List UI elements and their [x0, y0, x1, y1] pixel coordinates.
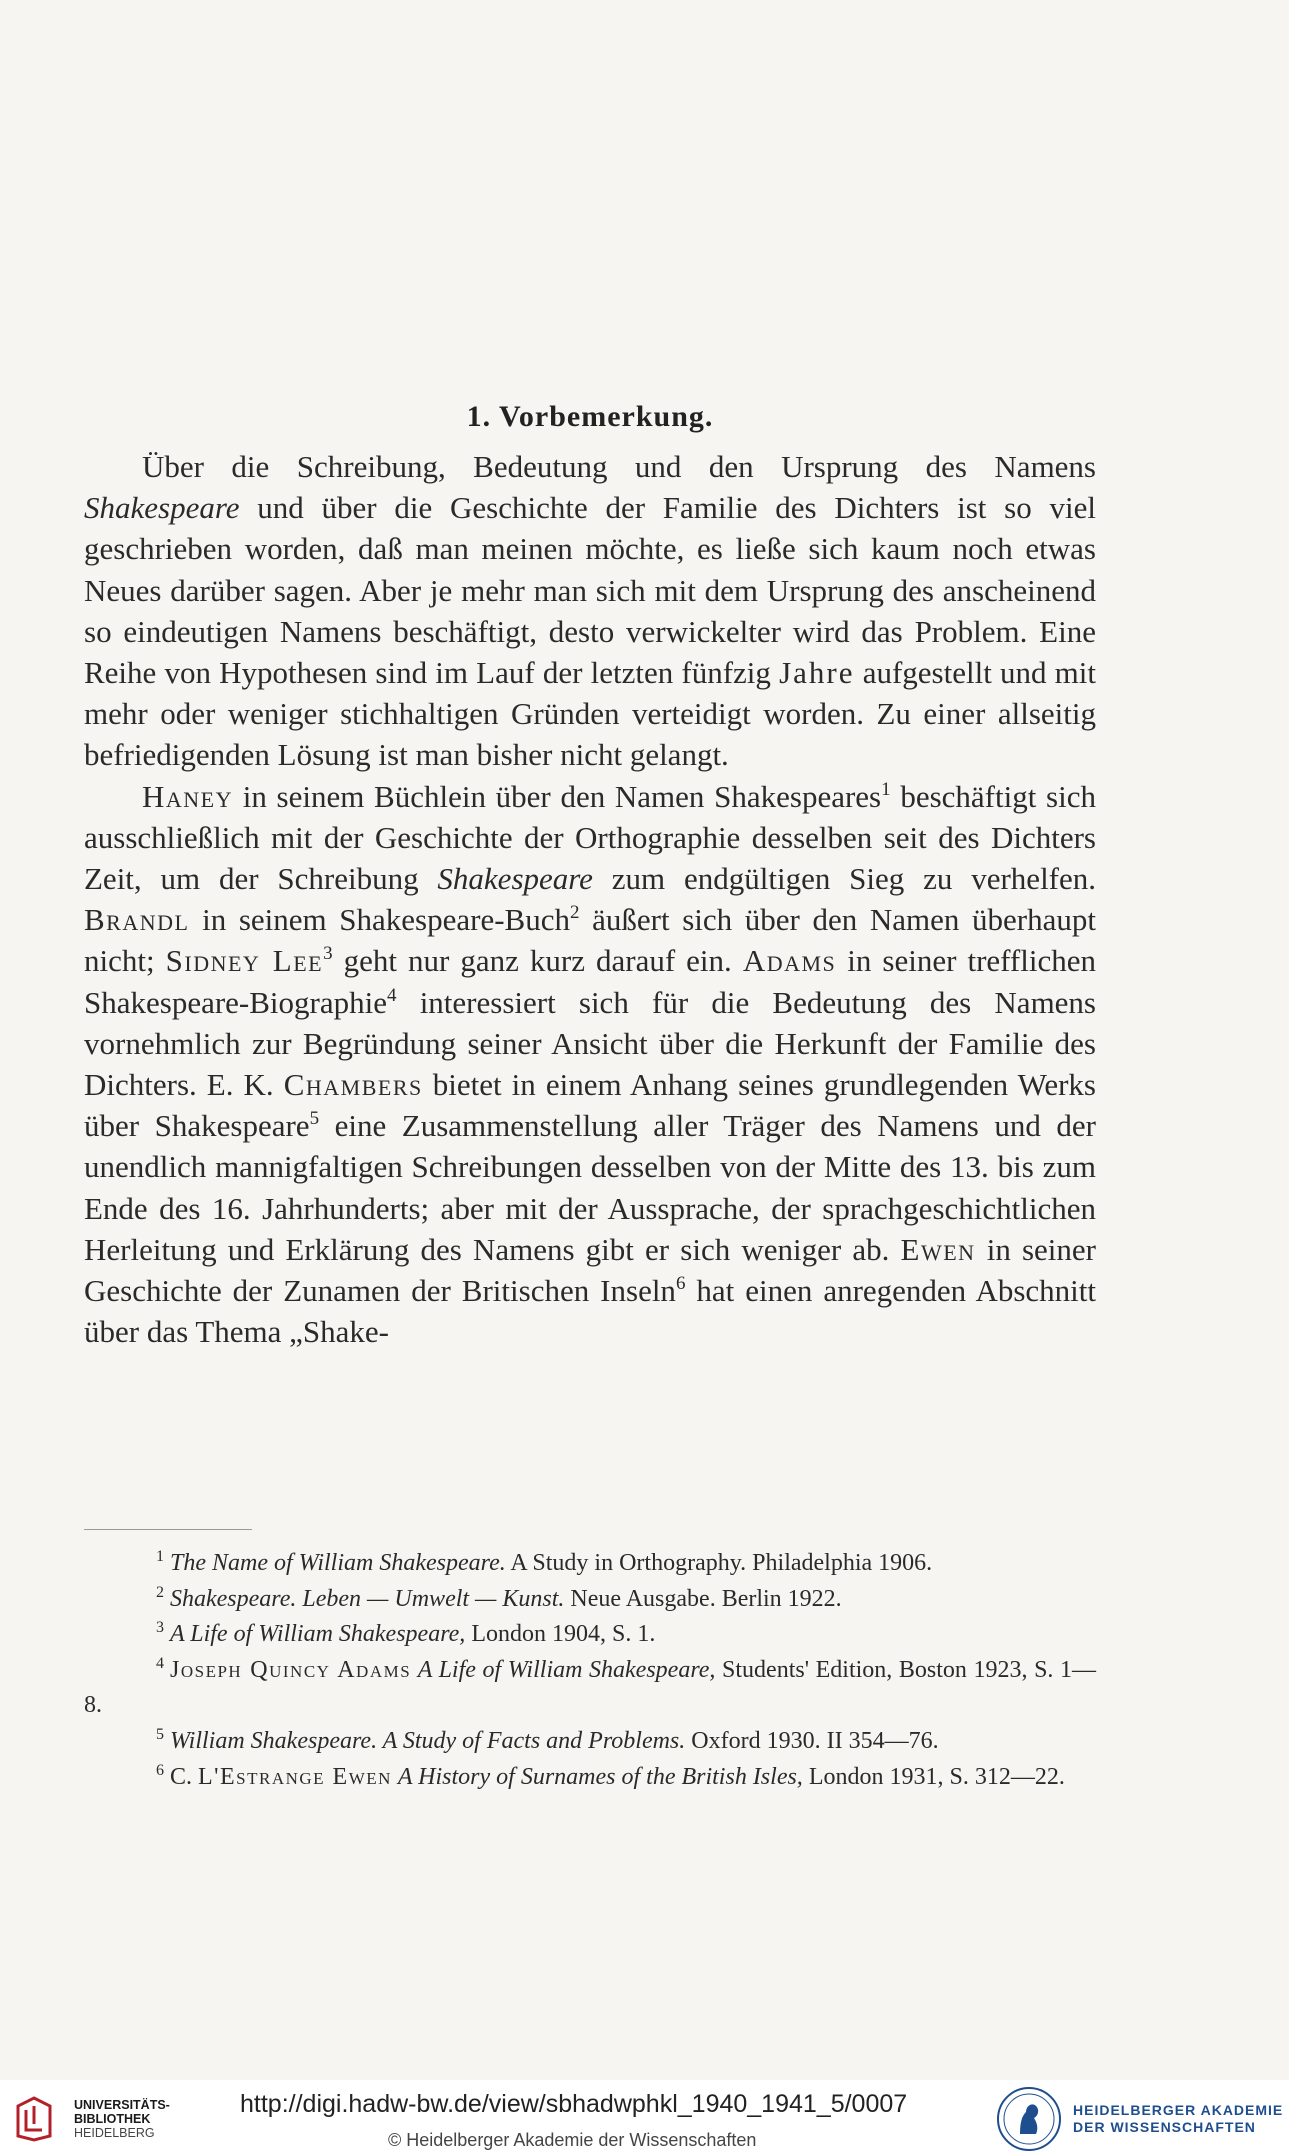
footnote-rest: A Study in Orthography. Philadelphia 1906. [505, 1550, 933, 1576]
footnote-ref-1: 1 [881, 778, 891, 800]
footer-bar [0, 2080, 1289, 2156]
footnote-ref-2: 2 [569, 902, 580, 924]
footnote-author: L'Estrange Ewen [198, 1763, 392, 1790]
footnote-title: A Life of William Shakespeare, [417, 1656, 716, 1683]
p2-t4: in seinem Shakespeare-Buch [189, 902, 570, 938]
p1-jahre: Jahre [779, 655, 855, 691]
footnote-rest: London 1904, S. 1. [465, 1621, 656, 1648]
footnote-2 [84, 1582, 1096, 1618]
footnote-number: 2 [156, 1583, 164, 1601]
footnote-number: 6 [156, 1761, 164, 1779]
footnote-rest: Neue Ausgabe. Berlin 1922. [564, 1585, 842, 1612]
academy-name [1073, 2102, 1283, 2136]
p2-t6: geht nur ganz kurz darauf ein. [332, 943, 743, 979]
author-adams: Adams [742, 943, 837, 979]
p2-t7: in seiner trefflichen Shakespeare-Biographie [84, 943, 1096, 1020]
author-haney: Haney [142, 778, 233, 814]
footnote-title: William Shakespeare. A Study of Facts and Problems. [170, 1727, 686, 1754]
footnote-6 [84, 1760, 1096, 1796]
p2-t5: äußert sich über den Namen überhaupt nicht; [84, 902, 1096, 979]
p1-text-a: Über die Schreibung, Bedeutung und den Ursprung des Namens [142, 449, 1096, 484]
footnote-title: A History of Surnames of the British Isles, [397, 1763, 803, 1790]
author-ewen: Ewen [900, 1231, 976, 1267]
p1-text-c: und über die Geschichte der Familie des Dichters ist so viel geschrieben worden, daß man meinen möchte, es ließe sich kaum noch etwas Neues darüber sagen. Aber je mehr man sich mit dem Ursprung des anscheinend so eindeutigen Namens beschäftigt, desto verwickelter wird das Problem. Eine Reihe von Hypothesen sind im Lauf der letzten fünfzig [84, 490, 1096, 691]
footnote-number: 3 [156, 1619, 164, 1637]
author-brandl: Brandl [84, 902, 190, 938]
footnote-divider [84, 1529, 252, 1530]
footnote-number: 5 [156, 1725, 164, 1743]
footnote-number: 4 [156, 1654, 164, 1672]
footnote-title: A Life of William Shakespeare, [170, 1621, 466, 1648]
footnote-title: Shakespeare. Leben — Umwelt — Kunst. [170, 1585, 565, 1612]
ub-line-1: UNIVERSITÄTS- [74, 2098, 170, 2112]
p2-t8: interessiert sich für die Bedeutung des Namens vornehmlich zur Begründung seiner Ansicht über die Herkunft der Familie des Dichters. E. K. [84, 984, 1096, 1103]
p2-t3: zum endgültigen Sieg zu verhelfen. [592, 861, 1097, 897]
footnote-number: 1 [156, 1548, 164, 1565]
p1-text-e: aufgestellt und mit mehr oder weniger stichhaltigen Gründen verteidigt worden. Zu einer allseitig befriedigenden Lösung ist man bisher nicht gelangt. [84, 655, 1096, 773]
footnote-rest: Students' Edition, Boston 1923, S. 1—8. [84, 1656, 1097, 1719]
academy-seal-icon[interactable] [996, 2086, 1062, 2152]
p2-t9: bietet in einem Anhang seines grundlegenden Werks über Shakespeare [84, 1067, 1096, 1144]
hadw-line-1: HEIDELBERGER AKADEMIE [1073, 2102, 1284, 2118]
footnote-1 [84, 1546, 1096, 1582]
footnote-title: The Name of William Shakespeare. [170, 1550, 506, 1576]
p2-t10: eine Zusammenstellung aller Träger des Namens und der unendlich mannigfaltigen Schreibungen desselben von der Mitte des 13. bis zum Ende des 16. Jahrhunderts; aber mit der Aussprache, der sprachgeschichtlichen Herleitung und Erklärung des Namens gibt er sich weniger ab. [84, 1108, 1096, 1267]
main-text [84, 400, 1096, 1352]
university-library-name [74, 2098, 170, 2140]
ub-line-2: BIBLIOTHEK [74, 2112, 151, 2126]
p2-t12: hat einen anregenden Abschnitt über das Thema „Shake- [84, 1273, 1096, 1350]
p2-t1: in seinem Büchlein über den Namen Shakespeares [233, 778, 882, 814]
paragraph-1 [84, 446, 1096, 776]
p1-shakespeare: Shakespeare [84, 490, 240, 526]
footnote-ref-5: 5 [309, 1108, 320, 1130]
footnote-ref-3: 3 [323, 943, 333, 965]
paragraph-2 [84, 776, 1096, 1353]
author-sidney-lee: Sidney Lee [165, 943, 324, 979]
p2-shakespeare: Shakespeare [437, 861, 593, 897]
permalink-url[interactable]: http://digi.hadw-bw.de/view/sbhadwphkl_1940_1941_5/0007 [240, 2090, 908, 2118]
footnote-rest: Oxford 1930. II 354—76. [685, 1727, 939, 1754]
section-heading: 1. Vorbemerkung. [466, 400, 714, 433]
ub-line-3: HEIDELBERG [74, 2126, 155, 2140]
university-library-logo-icon[interactable] [14, 2096, 54, 2142]
footnote-pre: C. [170, 1763, 199, 1790]
hadw-line-2: DER WISSENSCHAFTEN [1073, 2119, 1256, 2135]
footnote-ref-4: 4 [387, 984, 397, 1006]
p2-t2: beschäftigt sich ausschließlich mit der Geschichte der Orthographie desselben seit des Dichters Zeit, um der Schreibung [84, 778, 1096, 897]
footnote-5 [84, 1724, 1096, 1760]
footnote-rest: London 1931, S. 312—22. [802, 1763, 1065, 1790]
author-chambers: Chambers [283, 1067, 423, 1103]
footnote-4 [84, 1653, 1096, 1724]
p2-t11: in seiner Geschichte der Zunamen der Britischen Inseln [84, 1231, 1096, 1309]
copyright-notice: © Heidelberger Akademie der Wissenschaften [388, 2130, 757, 2150]
footnote-ref-6: 6 [675, 1273, 686, 1295]
footnotes [84, 1546, 1096, 1795]
footnote-3 [84, 1617, 1096, 1653]
footnote-author: Joseph Quincy Adams [170, 1656, 412, 1683]
